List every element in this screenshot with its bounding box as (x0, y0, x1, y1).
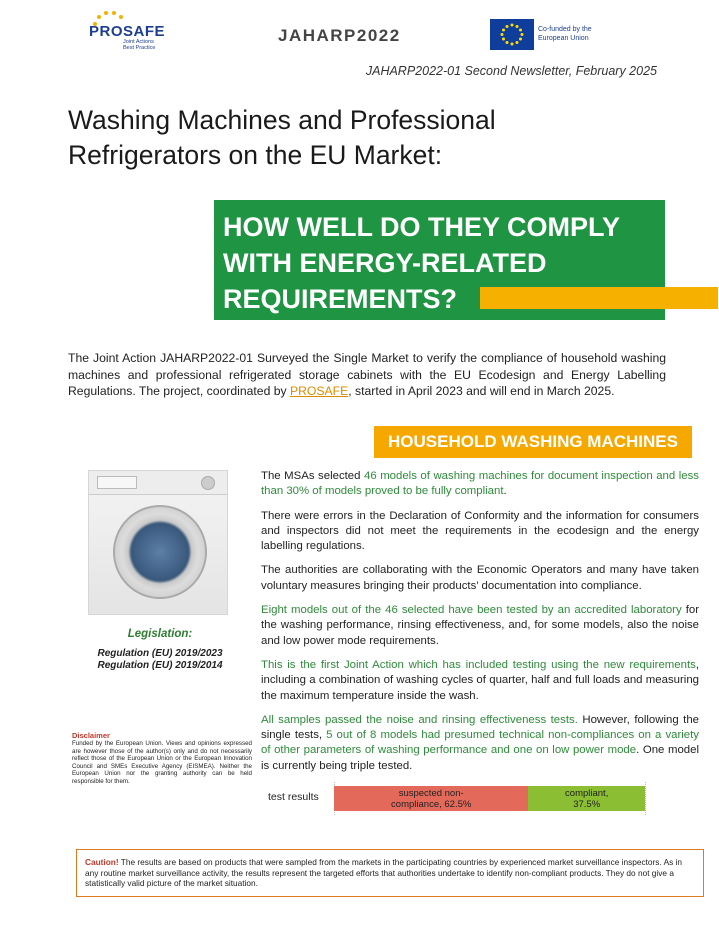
page-title: Washing Machines and Professional Refrigerators on the EU Market: (68, 105, 496, 170)
machine-control-panel (89, 471, 227, 495)
highlight-text: Eight models out of the 46 selected have been tested by an accredited laboratory (261, 604, 682, 617)
paragraph (261, 469, 699, 500)
machine-knob (201, 476, 215, 490)
disclaimer-text: Funded by the European Union. Views and opinions expressed are however those of the author(s) only and do not necessarily reflect those of the European Union or the European Innovation Council and SMEs Executive Agency (EISMEA). Neither the European Union nor the granting authority can be held responsible for them. (72, 740, 252, 785)
machine-drawer (97, 476, 137, 489)
paragraph (261, 713, 699, 774)
eu-stars-icon (490, 19, 534, 50)
regulation-item: Regulation (EU) 2019/2023 (97, 648, 223, 659)
chart-category-label: test results (268, 791, 319, 803)
accent-bar (480, 287, 718, 309)
prosafe-tagline: Joint Actions Best Practice (123, 39, 156, 51)
bar-suspected-non-compliance (334, 786, 528, 811)
article-body (261, 469, 699, 783)
caution-text: The results are based on products that were sampled from the markets in the participating countries by experienced market surveillance inspectors. As in any routine market surveillance activity, the results represent the targeted efforts that authorities undertake to identify non-compliant products. They do not give a statistically valid picture of the market situation. (85, 857, 683, 888)
headline-text: HOW WELL DO THEY COMPLY WITH ENERGY-RELATED REQUIREMENTS? (223, 212, 620, 314)
bar-compliant (528, 786, 645, 811)
text: The MSAs selected (261, 470, 364, 482)
disclaimer-title: Disclaimer (72, 731, 110, 740)
paragraph (261, 603, 699, 649)
paragraph: The authorities are collaborating with the Economic Operators and many have taken voluntary measures bringing their products’ documentation into compliance. (261, 564, 699, 592)
washing-machine-image (88, 470, 228, 615)
intro-paragraph (68, 350, 666, 400)
prosafe-name: PROSAFE (89, 23, 166, 40)
text: . One model is currently being triple tested. (261, 744, 699, 772)
text: for the washing performance, rinsing effectiveness, and, for some models, also the noise and low power mode requirements. (261, 604, 699, 647)
text: , including a combination of washing cycles of quarter, half and full loads and measuring the maximum temperature inside the wash. (261, 658, 699, 702)
bar-label: compliant, 37.5% (565, 788, 609, 810)
intro-text-end: , started in April 2023 and will end in March 2025. (348, 384, 615, 398)
text: . (503, 485, 507, 498)
paragraph (261, 658, 699, 704)
prosafe-link[interactable]: PROSAFE (290, 384, 349, 398)
prosafe-logo (83, 12, 166, 52)
caution-box (76, 849, 704, 897)
highlight-text: 46 models of washing machines for document inspection and less than 30% of models proved to be fully compliant (261, 470, 699, 498)
jaharp-logo: JAHARP2022 (278, 26, 401, 45)
eu-flag-icon (490, 19, 534, 50)
machine-door (113, 505, 207, 599)
intro-text: The Joint Action JAHARP2022-01 Surveyed the Single Market to verify the compliance of household washing machines and professional refrigerated storage cabinets with the EU Ecodesign and Energy Labelling Regulations. The project, coordinated by (68, 351, 666, 398)
newsletter-issue: JAHARP2022-01 Second Newsletter, February 2025 (365, 64, 657, 78)
paragraph: There were errors in the Declaration of Conformity and the information for consumers and inspectors did not meet the requirements in the ecodesign and the energy labelling regulations. (261, 509, 699, 553)
bar-label: suspected non-compliance, 62.5% (391, 788, 472, 810)
highlight-text: All samples passed the noise and rinsing effectiveness tests. (261, 713, 578, 726)
chart-gridline (645, 782, 646, 815)
eu-cofunded-label: Co-funded by the European Union (538, 26, 592, 42)
highlight-text: This is the first Joint Action which has included testing using the new requirements (261, 658, 696, 671)
legislation-heading: Legislation: (127, 628, 193, 640)
highlight-text: 5 out of 8 models had presumed technical non-compliances on a variety of other parameters of washing performance and one on low power mode (261, 729, 699, 757)
text: However, following the single tests, (261, 713, 699, 742)
section-header: HOUSEHOLD WASHING MACHINES (374, 426, 692, 458)
regulation-item: Regulation (EU) 2019/2014 (97, 660, 223, 671)
caution-label: Caution! (85, 857, 119, 867)
